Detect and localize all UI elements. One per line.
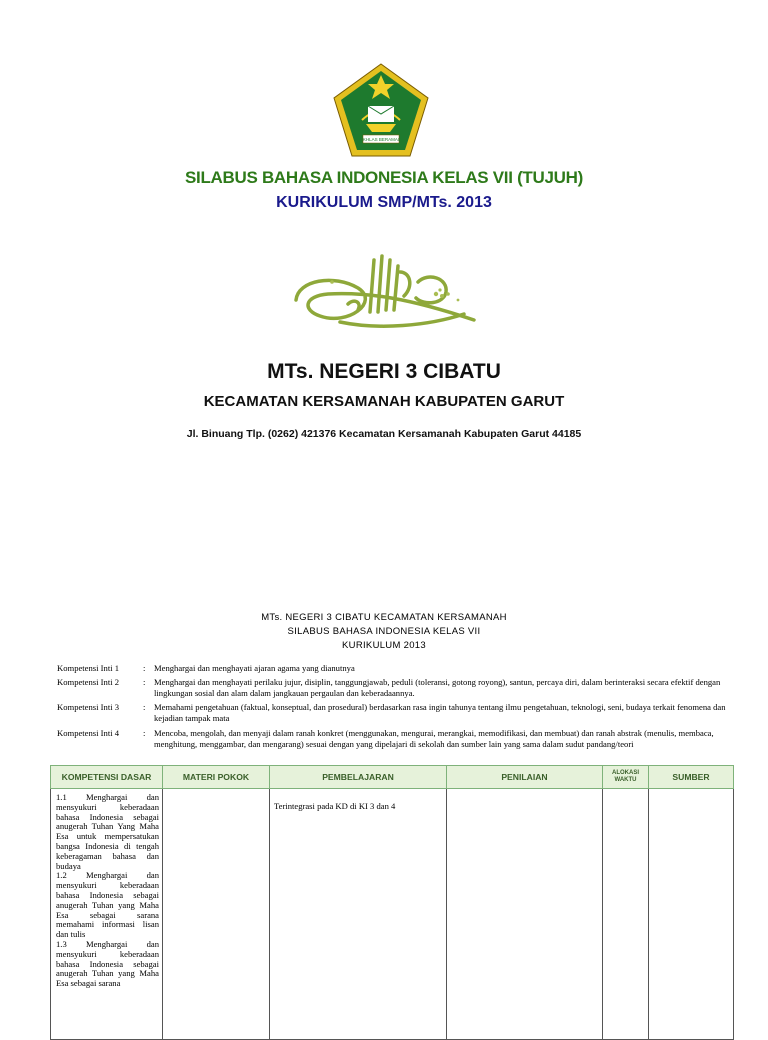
school-name: MTs. NEGERI 3 CIBATU <box>267 360 501 383</box>
pembelajaran-text: Terintegrasi pada KD di KI 3 dan 4 <box>274 801 396 811</box>
syllabus-table <box>50 765 734 1040</box>
col-header-penilaian: PENILAIAN <box>447 766 603 789</box>
col-header-kompetensi-dasar: KOMPETENSI DASAR <box>51 766 163 789</box>
ki-colon: : <box>143 702 146 712</box>
kd-item: 1.1 Menghargai dan mensyukuri keberadaan bahasa Indonesia sebagai anugerah Tuhan Yang Maha Esa untuk mempersatukan bangsa Indonesia di tengah keberagaman bahasa dan budaya <box>56 792 159 871</box>
school-address: Jl. Binuang Tlp. (0262) 421376 Kecamatan Kersamanah Kabupaten Garut 44185 <box>186 428 582 440</box>
ki-label: Kompetensi Inti 1 <box>57 663 120 673</box>
doc-header-school: MTs. NEGERI 3 CIBATU KECAMATAN KERSAMANAH <box>261 612 507 623</box>
col-header-pembelajaran: PEMBELAJARAN <box>270 766 447 789</box>
col-header-alokasi-waktu: ALOKASI WAKTU <box>603 766 649 789</box>
doc-header-curriculum: KURIKULUM 2013 <box>342 640 426 651</box>
cell-sumber <box>649 789 734 1040</box>
ki-text: Mencoba, mengolah, dan menyaji dalam ranah konkret (menggunakan, mengurai, merangkai, memodifikasi, dan membuat) dan ranah abstrak (menulis, membaca, menghitung, menggambar, dan mengarang) sesuai dengan yang dipelajari di sekolah dan sumber lain yang sama dalam sudut pandang/teori <box>154 728 714 749</box>
table-row <box>51 789 734 1040</box>
col-header-sumber: SUMBER <box>649 766 734 789</box>
silabus-title: SILABUS BAHASA INDONESIA KELAS VII (TUJUH) <box>185 168 583 187</box>
ki-colon: : <box>143 677 146 687</box>
cell-penilaian <box>447 789 603 1040</box>
cell-kompetensi-dasar <box>51 789 163 1040</box>
kemenag-logo <box>332 62 430 158</box>
ki-colon: : <box>143 663 146 673</box>
cell-materi-pokok <box>163 789 270 1040</box>
doc-header-title: SILABUS BAHASA INDONESIA KELAS VII <box>287 626 481 637</box>
calligraphy-image <box>288 252 478 334</box>
kd-item: 1.3 Menghargai dan mensyukuri keberadaan bahasa Indonesia sebagai anugerah Tuhan yang Maha Esa sebagai sarana <box>56 938 159 989</box>
col-header-materi-pokok: MATERI POKOK <box>163 766 270 789</box>
ki-text: Menghargai dan menghayati perilaku jujur, disiplin, tanggungjawab, peduli (toleransi, gotong royong), santun, percaya diri, dalam berinteraksi secara efektif dengan lingkungan sosial dan alam dalam jangkauan pergaulan dan keberadaannya. <box>154 677 721 698</box>
ki-colon: : <box>143 728 146 738</box>
kd-item: 1.2 Menghargai dan mensyukuri keberadaan bahasa Indonesia sebagai anugerah Tuhan yang Maha Esa sebagai sarana memahami informasi lisan dan tulis <box>56 870 159 940</box>
table-header-row <box>51 766 734 789</box>
ki-label: Kompetensi Inti 2 <box>57 677 120 687</box>
cell-alokasi-waktu <box>603 789 649 1040</box>
ki-label: Kompetensi Inti 3 <box>57 702 120 712</box>
district-name: KECAMATAN KERSAMANAH KABUPATEN GARUT <box>203 393 565 410</box>
ki-text: Memahami pengetahuan (faktual, konseptual, dan prosedural) berdasarkan rasa ingin tahunya tentang ilmu pengetahuan, teknologi, seni, budaya terkait fenomena dan kejadian tampak mata <box>154 702 726 723</box>
ki-label: Kompetensi Inti 4 <box>57 728 120 738</box>
ki-text: Menghargai dan menghayati ajaran agama yang dianutnya <box>154 663 355 673</box>
cell-pembelajaran <box>270 789 447 1040</box>
logo-motto: IKHLAS BERAMAL <box>361 137 401 142</box>
kurikulum-subtitle: KURIKULUM SMP/MTs. 2013 <box>276 194 492 211</box>
